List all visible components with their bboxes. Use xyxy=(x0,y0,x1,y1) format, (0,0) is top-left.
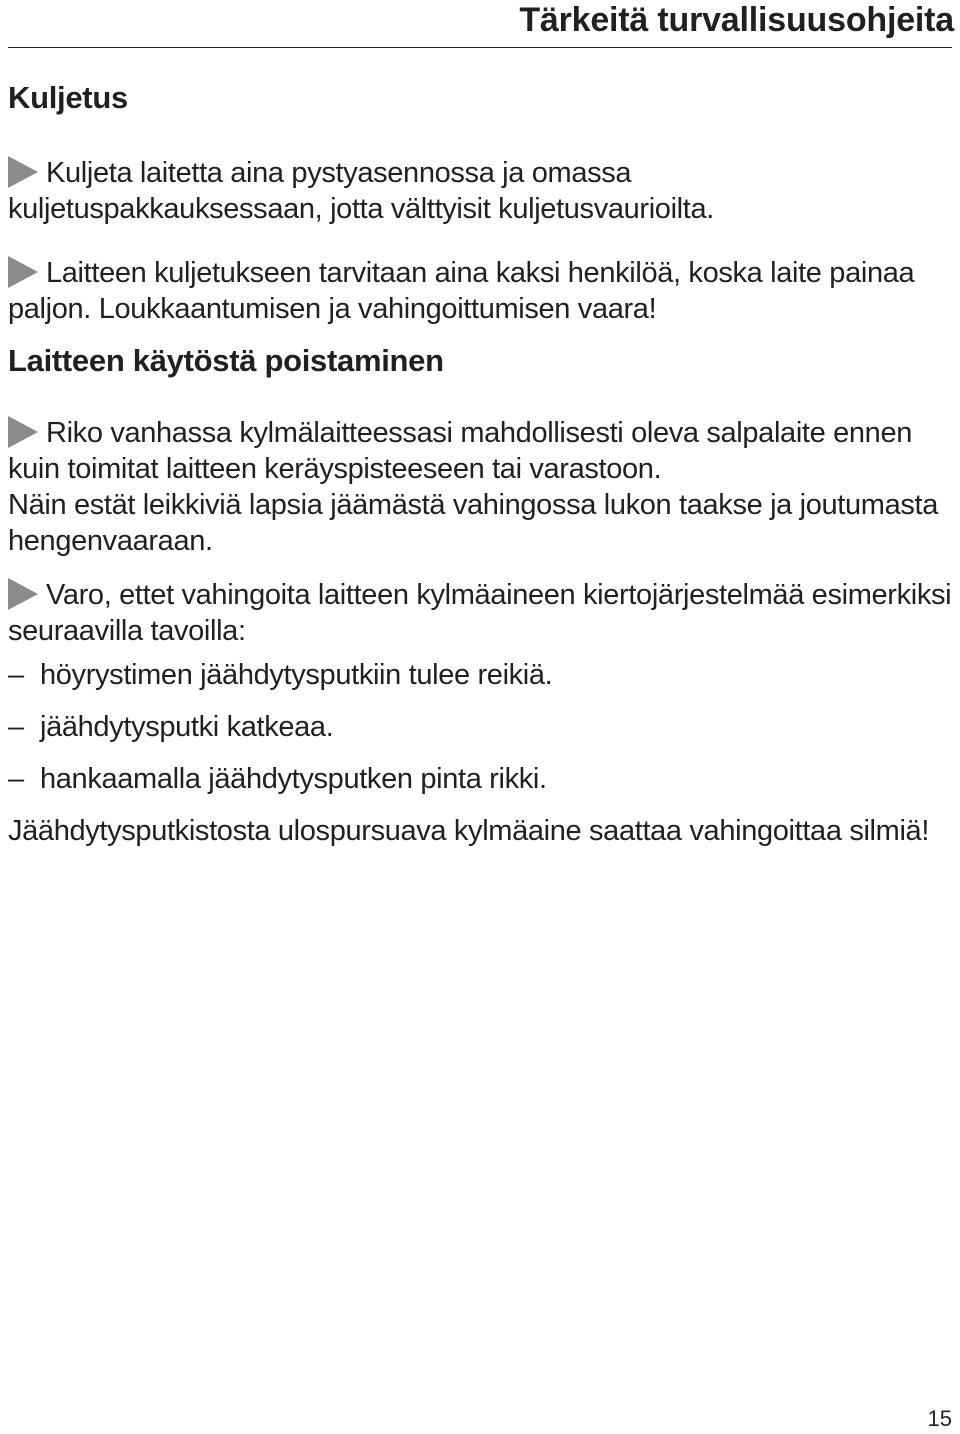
list-item-text: hankaamalla jäähdytysputken pinta rikki. xyxy=(40,763,547,795)
list-item-text: jäähdytysputki katkeaa. xyxy=(40,711,334,743)
page-number: 15 xyxy=(927,1406,952,1431)
triangle-arrow-icon xyxy=(8,578,38,610)
triangle-arrow-icon xyxy=(8,256,38,288)
triangle-arrow-icon xyxy=(8,416,38,448)
list-item xyxy=(8,657,952,693)
instruction-paragraph xyxy=(8,577,952,649)
list-item xyxy=(8,761,952,797)
dash-marker: – xyxy=(8,763,24,795)
instruction-text: Laitteen kuljetukseen tarvitaan aina kaksi henkilöä, koska laite painaa paljon. Loukkaantumisen ja vahingoittumisen vaara! xyxy=(8,257,915,325)
section-title-decommissioning: Laitteen käytöstä poistaminen xyxy=(8,343,444,378)
instruction-paragraph xyxy=(8,255,952,327)
triangle-arrow-icon xyxy=(8,156,38,188)
list-item xyxy=(8,709,952,745)
page-header-title: Tärkeitä turvallisuusohjeita xyxy=(519,1,954,39)
dash-marker: – xyxy=(8,659,24,691)
instruction-paragraph xyxy=(8,415,952,487)
explanation-paragraph: Näin estät leikkiviä lapsia jäämästä vahingossa lukon taakse ja joutumasta hengenvaaraan. xyxy=(8,489,939,557)
instruction-paragraph xyxy=(8,155,952,227)
list-item-text: höyrystimen jäähdytysputkiin tulee reikiä. xyxy=(40,659,553,691)
instruction-text: Kuljeta laitetta aina pystyasennossa ja omassa kuljetuspakkauksessaan, jotta välttyisit kuljetusvaurioilta. xyxy=(8,157,714,225)
section-title-transport: Kuljetus xyxy=(8,80,128,115)
header-rule xyxy=(8,47,952,48)
instruction-text: Varo, ettet vahingoita laitteen kylmäaineen kiertojärjestelmää esimerkiksi seuraavilla tavoilla: xyxy=(8,579,952,647)
page-content xyxy=(8,78,952,849)
dash-marker: – xyxy=(8,711,24,743)
warning-paragraph: Jäähdytysputkistosta ulospursuava kylmäaine saattaa vahingoittaa silmiä! xyxy=(8,815,930,847)
instruction-text: Riko vanhassa kylmälaitteessasi mahdollisesti oleva salpalaite ennen kuin toimitat laitteen keräyspisteeseen tai varastoon. xyxy=(8,417,913,485)
